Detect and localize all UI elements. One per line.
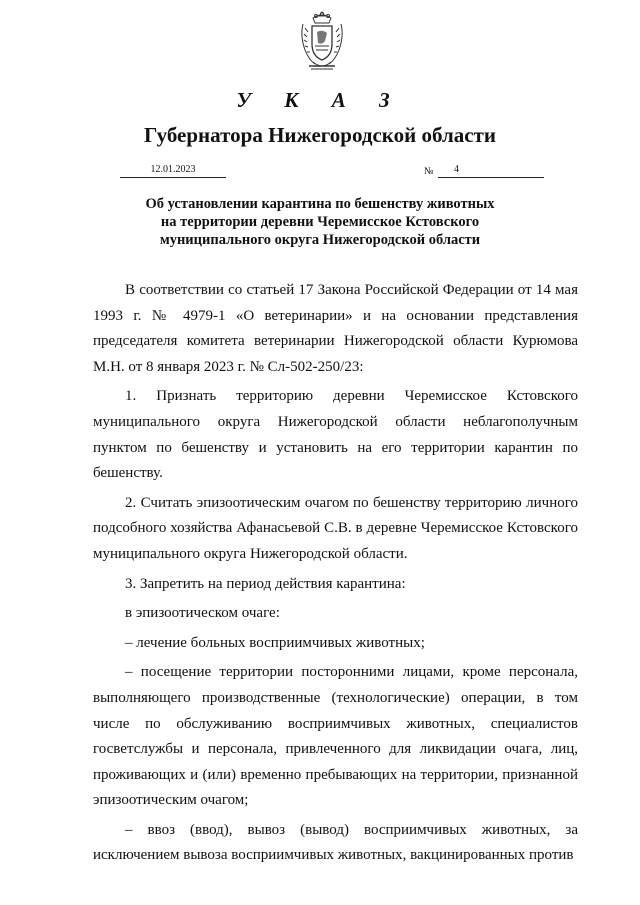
subject-line-3: муниципального округа Нижегородской области <box>159 232 481 248</box>
document-number-field <box>438 163 544 178</box>
document-number: 4 <box>454 164 459 175</box>
subject-line-2: на территории деревни Черемисское Кстовского <box>160 214 480 230</box>
document-subtitle: Губернатора Нижегородской области <box>144 123 496 147</box>
paragraph-restriction-2: – посещение территории посторонними лицами, кроме персонала, выполняющего производственные (технологические) операции, в том числе по обслуживанию восприимчивых животных, специалистов госветслужбы и персонала, привлеченного для ликвидации очага, лиц, проживающих и (или) временно пребывающих на территории, признанной эпизоотическим очагом; <box>93 664 578 809</box>
paragraph-restriction-1: – лечение больных восприимчивых животных; <box>125 634 425 651</box>
paragraph-focus-label: в эпизоотическом очаге: <box>125 605 280 622</box>
document-body <box>93 278 578 869</box>
paragraph-item-1: 1. Признать территорию деревни Черемисское Кстовского муниципального округа Нижегородской области неблагополучным пунктом по бешенству и установить на его территории карантин по бешенству. <box>93 388 578 482</box>
coat-of-arms-icon <box>299 10 345 74</box>
document-title: У К А З <box>236 88 404 112</box>
document-date: 12.01.2023 <box>120 163 226 178</box>
paragraph-item-3: 3. Запретить на период действия карантина: <box>125 575 406 592</box>
paragraph-preamble: В соответствии со статьей 17 Закона Российской Федерации от 14 мая 1993 г. № 4979-1 «О ветеринарии» и на основании представления председателя комитета ветеринарии Нижегородской области Курюмова М.Н. от 8 января 2023 г. № Сл-502-250/23: <box>93 282 578 375</box>
document-subject <box>0 195 640 249</box>
number-label: № <box>424 166 434 177</box>
subject-line-1: Об установлении карантина по бешенству животных <box>145 196 495 212</box>
paragraph-restriction-3: – ввоз (ввод), вывоз (вывод) восприимчивых животных, за исключением вывоза восприимчивых животных, вакцинированных против <box>93 821 578 864</box>
paragraph-item-2: 2. Считать эпизоотическим очагом по бешенству территорию личного подсобного хозяйства Афанасьевой С.В. в деревне Черемисское Кстовского муниципального округа Нижегородской области. <box>93 494 578 562</box>
